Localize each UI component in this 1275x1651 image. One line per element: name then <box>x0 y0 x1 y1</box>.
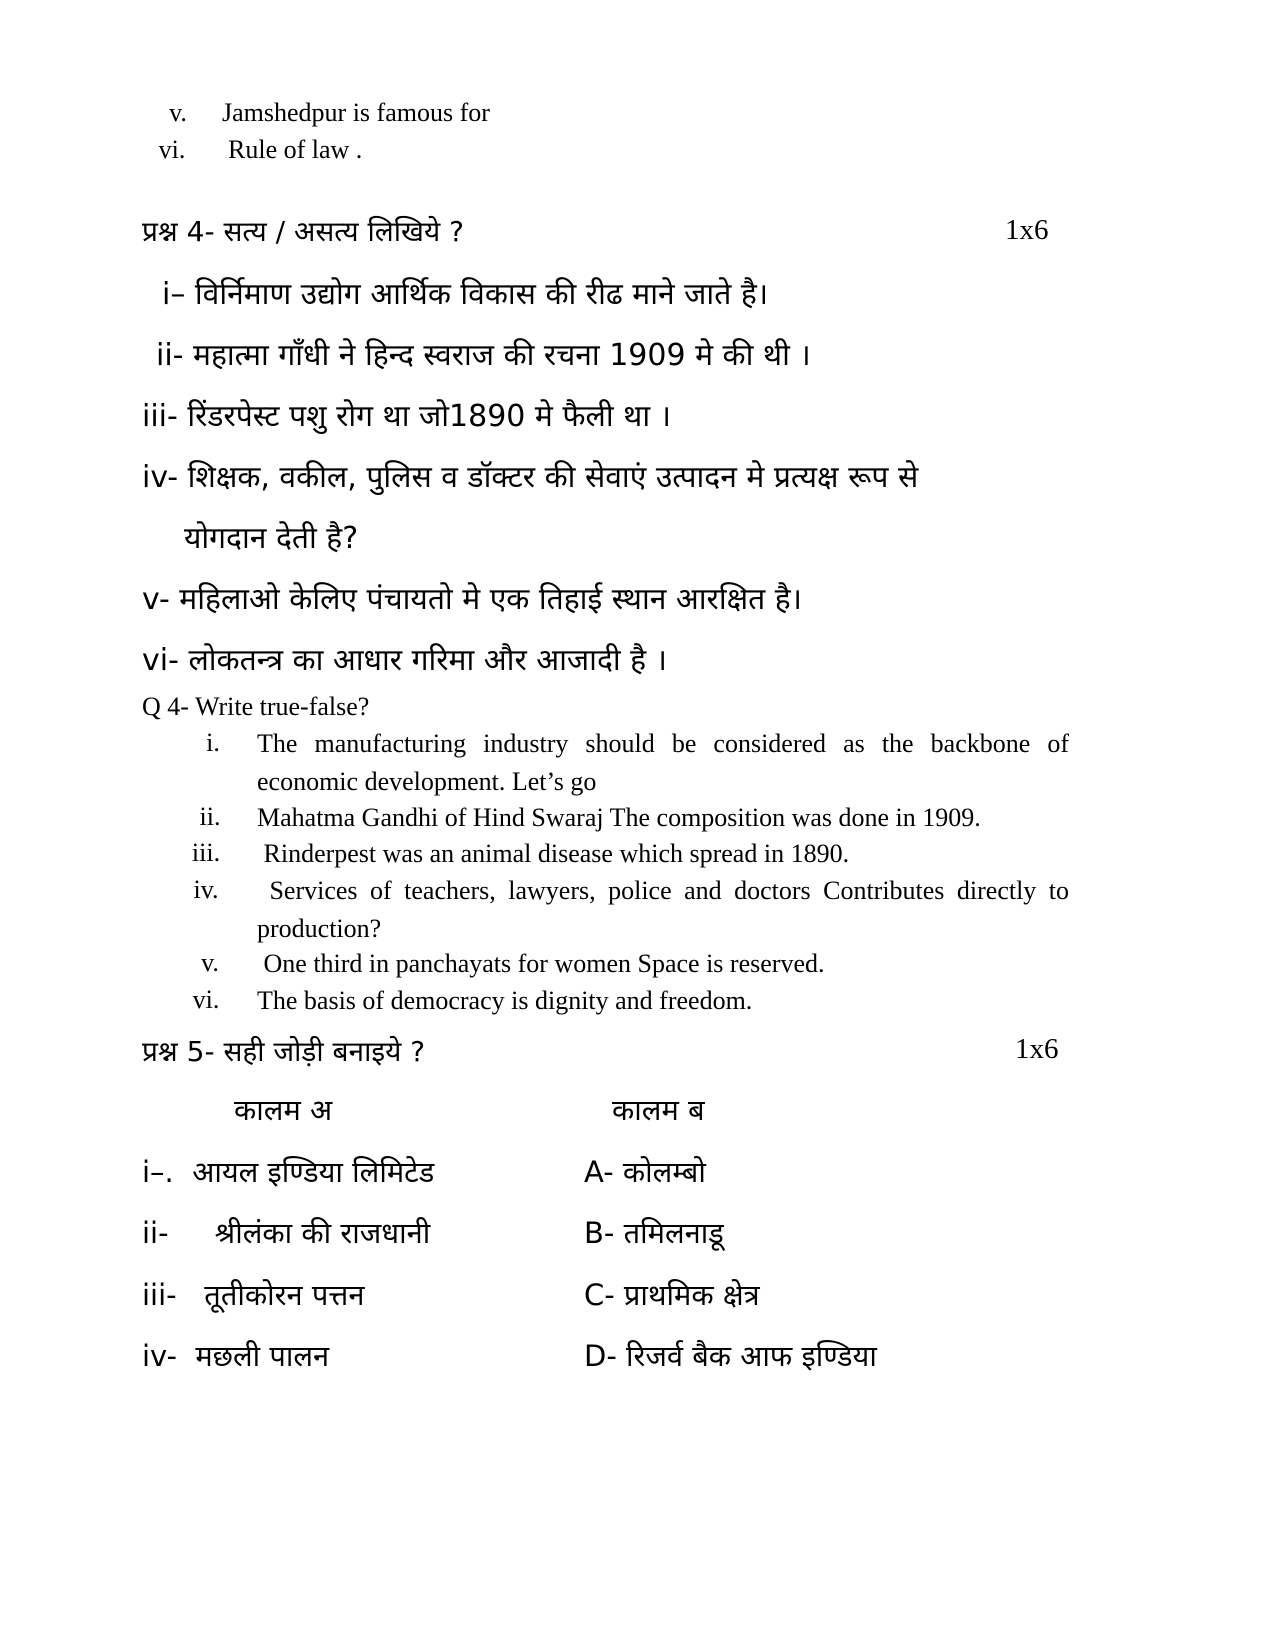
q4-hindi-item: vi- लोकतन्त्र का आधार गरिमा और आजादी है । <box>142 643 668 678</box>
column-a-item: i–. आयल इण्डिया लिमिटेड <box>142 1155 435 1189</box>
q4-english-item-number: iv. <box>193 875 219 904</box>
column-b-item: A- कोलम्बो <box>584 1155 706 1189</box>
column-a-item: iii- तूतीकोरन पत्तन <box>142 1278 365 1312</box>
q4-hindi-item: ii- महात्मा गाँधी ने हिन्द स्वराज की रचना 1909 मे की थी । <box>156 338 811 373</box>
column-a-item: ii- श्रीलंका की राजधानी <box>142 1216 431 1250</box>
q4-english-item-text: Services of teachers, lawyers, police and doctors Contributes directly to production? <box>257 876 1076 943</box>
q4-hindi-item: v- महिलाओ केलिए पंचायतो मे एक तिहाई स्थान आरक्षित है। <box>142 582 803 617</box>
q4-english-item-text: One third in panchayats for women Space is reserved. <box>257 949 825 978</box>
column-b-item: C- प्राथमिक क्षेत्र <box>584 1278 760 1312</box>
top-item-number: v. <box>169 98 187 127</box>
q4-marks: 1x6 <box>1005 214 1049 246</box>
column-b-item: D- रिजर्व बैक आफ इण्डिया <box>584 1339 877 1373</box>
top-item-text: Jamshedpur is famous for <box>222 98 490 127</box>
q4-english-item-text: Mahatma Gandhi of Hind Swaraj The composition was done in 1909. <box>257 803 981 832</box>
q4-hindi-item: iii- रिंडरपेस्ट पशु रोग था जो1890 मे फैली था । <box>142 399 672 434</box>
column-b-item: B- तमिलनाडू <box>584 1216 724 1250</box>
q4-english-item-number: v. <box>201 948 219 977</box>
q4-english-item-text: The basis of democracy is dignity and freedom. <box>257 986 753 1015</box>
top-item-number: vi. <box>158 135 186 164</box>
q4-hindi-item: i– विर्निमाण उद्योग आर्थिक विकास की रीढ माने जाते है। <box>162 277 769 312</box>
q4-english-heading: Q 4- Write true-false? <box>142 692 370 721</box>
column-a-title: कालम अ <box>234 1093 333 1127</box>
q4-english-item-number: iii. <box>191 838 221 867</box>
column-b-title: कालम ब <box>612 1093 705 1127</box>
q4-english-item-number: i. <box>206 728 220 757</box>
column-a-item: iv- मछली पालन <box>142 1339 330 1373</box>
q4-hindi-item-continued: योगदान देती है? <box>184 521 359 556</box>
q5-heading: प्रश्न 5- सही जोड़ी बनाइये ? <box>142 1035 426 1068</box>
q4-english-item-number: vi. <box>192 985 220 1014</box>
q4-english-item-number: ii. <box>199 802 221 831</box>
q4-english-item-text: Rinderpest was an animal disease which spread in 1890. <box>257 839 850 868</box>
q4-english-item-text: The manufacturing industry should be considered as the backbone of economic development. Let’s go <box>257 729 1069 796</box>
q4-hindi-item: iv- शिक्षक, वकील, पुलिस व डॉक्टर की सेवाएं उत्पादन मे प्रत्यक्ष रूप से <box>142 460 919 495</box>
q4-hindi-heading: प्रश्न 4- सत्य / असत्य लिखिये ? <box>142 215 464 248</box>
q5-marks: 1x6 <box>1015 1033 1059 1065</box>
top-item-text: Rule of law . <box>228 135 363 164</box>
